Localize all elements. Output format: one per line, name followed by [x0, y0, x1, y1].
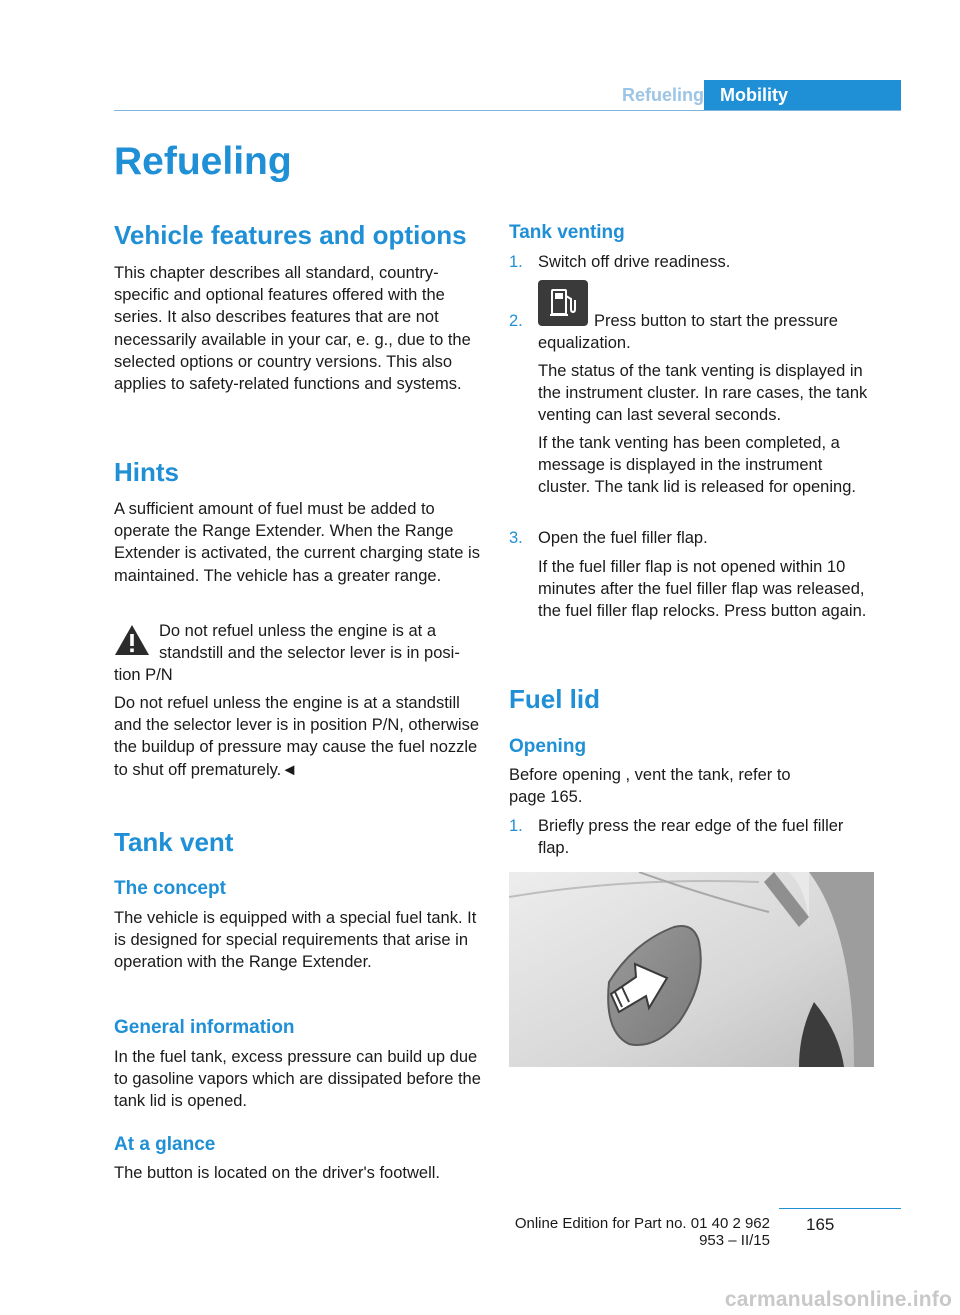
warning-text: Do not refuel unless the engine is at a standstill and the selector lever is in position P/N, otherwise the buildup of pressure may cause the fuel nozzle to shut off prematurely.◄ — [114, 694, 480, 779]
page-title: Refueling — [114, 140, 292, 183]
opening-text: Before opening , vent the tank, refer to page 165. — [509, 766, 791, 807]
warning-title-line3: tion P/N — [114, 666, 173, 684]
step-2-extra-1: The status of the tank venting is displayed in the instrument cluster. In rare cases, the tank venting can last several seconds. — [538, 362, 868, 425]
warning-title-line1: Do not refuel unless the engine is at a — [159, 622, 437, 640]
step-3-text: Open the fuel filler flap. — [538, 529, 708, 547]
vehicle-features-heading: Vehicle features and options — [114, 220, 467, 250]
warning-title-line2: standstill and the selector lever is in posi- — [159, 644, 460, 662]
tank-venting-heading: Tank venting — [509, 222, 625, 243]
opening-step-number: 1. — [509, 817, 523, 835]
concept-heading: The concept — [114, 878, 226, 899]
step-3-extra: If the fuel filler flap is not opened within 10 minutes after the fuel filler flap was released, the fuel filler flap relocks. Press button again. — [538, 558, 867, 621]
warning-icon — [114, 624, 150, 656]
page-number: 165 — [806, 1215, 835, 1234]
opening-heading: Opening — [509, 736, 587, 757]
step-1-text: Switch off drive readiness. — [538, 253, 731, 271]
opening-step-text: Briefly press the rear edge of the fuel filler flap. — [538, 817, 844, 858]
vehicle-features-text: This chapter describes all standard, country-specific and optional features offered with the series. It also describes features that are not necessarily available in your car, e. g., due to the selected options or country versions. This also applies to safety-related functions and systems. — [114, 264, 471, 394]
step-2-number: 2. — [509, 312, 523, 330]
step-3-number: 3. — [509, 529, 523, 547]
fuel-lid-heading: Fuel lid — [509, 684, 600, 714]
tank-vent-heading: Tank vent — [114, 827, 234, 857]
concept-text: The vehicle is equipped with a special fuel tank. It is designed for special requirements that arise in operation with the Range Extender. — [114, 909, 477, 972]
step-1-number: 1. — [509, 253, 523, 271]
fuel-pump-icon — [538, 280, 588, 326]
watermark: carmanualsonline.info — [724, 1288, 952, 1311]
fuel-filler-flap-illustration — [509, 872, 874, 1067]
header-chapter-tab: Mobility — [704, 80, 901, 111]
step-2-text-b: equalization. — [538, 334, 631, 352]
step-2-text-a: Press button to start the pressure — [594, 312, 838, 330]
step-2-extra-2: If the tank venting has been completed, a message is displayed in the instrument cluster. The tank lid is released for opening. — [538, 434, 856, 497]
header-section-tab: Refueling — [621, 85, 704, 105]
hints-heading: Hints — [114, 457, 179, 487]
at-a-glance-heading: At a glance — [114, 1134, 216, 1155]
general-info-heading: General information — [114, 1017, 295, 1038]
header-divider — [114, 110, 901, 111]
footer-edition: Online Edition for Part no. 01 40 2 962 953 – II/15 — [514, 1215, 770, 1249]
at-a-glance-text: The button is located on the driver's footwell. — [114, 1164, 440, 1182]
footer-divider — [779, 1208, 901, 1209]
hints-text: A sufficient amount of fuel must be added to operate the Range Extender. When the Range Extender is activated, the current charging state is maintained. The vehicle has a greater range. — [114, 500, 480, 585]
general-info-text: In the fuel tank, excess pressure can build up due to gasoline vapors which are dissipated before the tank lid is opened. — [114, 1048, 481, 1111]
